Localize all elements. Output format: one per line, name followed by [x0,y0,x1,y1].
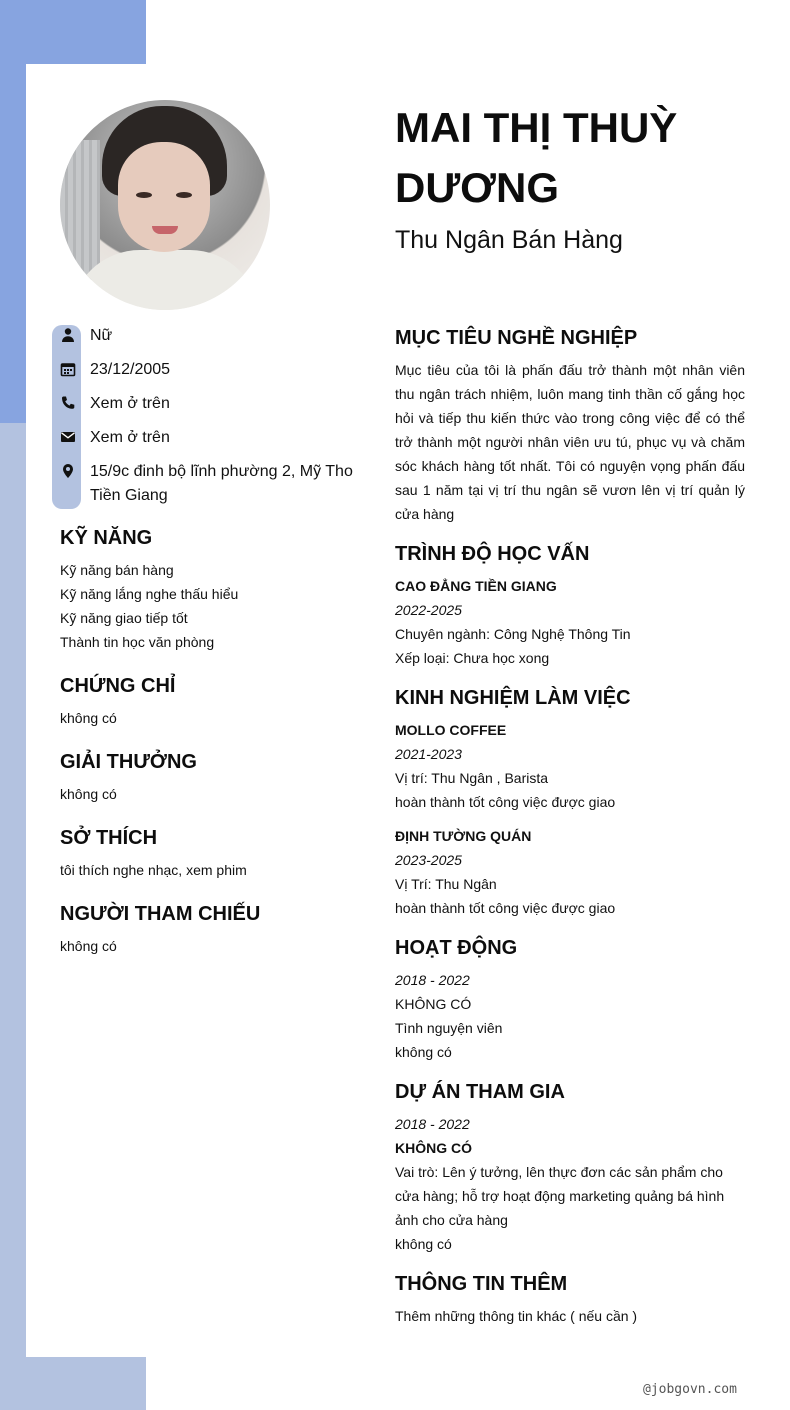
project-name: KHÔNG CÓ [395,1140,472,1156]
email-value: Xem ở trên [90,429,170,446]
contact-birthday [60,358,370,382]
education-period: 2022-2025 [395,602,462,618]
skill-item: Kỹ năng giao tiếp tốt [60,610,188,626]
projects-heading: DỰ ÁN THAM GIA [395,1081,565,1103]
job-period: 2023-2025 [395,852,462,868]
skill-item: Kỹ năng bán hàng [60,562,174,578]
education-major: Chuyên ngành: Công Nghệ Thông Tin [395,626,631,642]
contact-info [60,324,370,518]
skills-list [60,558,360,654]
certificates-heading: CHỨNG CHỈ [60,675,176,697]
activity-description: không có [395,1044,452,1060]
contact-address [60,460,370,508]
experience-section [395,684,745,920]
profile-photo [60,100,270,310]
project-period: 2018 - 2022 [395,1116,470,1132]
extra-info-section [395,1270,745,1328]
references-section [60,900,360,958]
job-entry [395,824,745,920]
activities-heading: HOẠT ĐỘNG [395,937,518,959]
skills-section [60,524,360,654]
gender-value: Nữ [90,327,113,344]
contact-gender [60,324,370,348]
calendar-icon [60,361,76,377]
job-title: Thu Ngân Bán Hàng [395,226,623,254]
job-role: Vị trí: Thu Ngân , Barista [395,770,549,786]
objective-section [395,324,745,526]
left-column [60,524,360,976]
address-value: 15/9c đinh bộ lĩnh phường 2, Mỹ Tho Tiền Giang [90,463,353,504]
education-grade: Xếp loại: Chưa học xong [395,650,550,666]
awards-section [60,748,360,806]
extra-info-text: Thêm những thông tin khác ( nếu cần ) [395,1308,638,1324]
job-description: hoàn thành tốt công việc được giao [395,794,616,810]
hobbies-heading: SỞ THÍCH [60,827,158,849]
objective-heading: MỤC TIÊU NGHỀ NGHIỆP [395,327,638,349]
skill-item: Thành tin học văn phòng [60,634,215,650]
activity-period: 2018 - 2022 [395,972,470,988]
school-name: CAO ĐẲNG TIỀN GIANG [395,578,557,594]
person-icon [60,327,76,343]
activity-role: Tình nguyện viên [395,1020,503,1036]
activity-organization: KHÔNG CÓ [395,996,472,1012]
projects-section [395,1078,745,1256]
company-name: ĐỊNH TƯỜNG QUÁN [395,828,532,844]
hobbies-section [60,824,360,882]
objective-text: Mục tiêu của tôi là phấn đấu trở thành một nhân viên thu ngân trách nhiệm, luôn mang tinh thần cố gắng học hỏi và tiếp thu kiến thức vào trong công việc để có thể trở thành một người nhân viên ưu tú, phục vụ và chăm sóc khách hàng tốt nhất. Tôi có nguyện vọng phấn đấu sau 1 năm tại vị trí thu ngân sẽ vươn lên vị trí quản lý cửa hàng [395,362,745,522]
references-heading: NGƯỜI THAM CHIẾU [60,903,261,925]
job-role: Vị Trí: Thu Ngân [395,876,497,892]
job-entry [395,718,745,814]
skill-item: Kỹ năng lắng nghe thấu hiểu [60,586,239,602]
contact-phone [60,392,370,416]
phone-value: Xem ở trên [90,395,170,412]
references-text: không có [60,938,117,954]
experience-heading: KINH NGHIỆM LÀM VIỆC [395,687,631,709]
job-description: hoàn thành tốt công việc được giao [395,900,616,916]
site-watermark: @jobgovn.com [643,1382,737,1397]
phone-icon [60,395,76,411]
extra-info-heading: THÔNG TIN THÊM [395,1273,568,1295]
contact-email [60,426,370,450]
location-icon [60,463,76,479]
awards-text: không có [60,786,117,802]
right-column [395,324,745,1342]
project-role: Vai trò: Lên ý tưởng, lên thực đơn các sản phẩm cho cửa hàng; hỗ trợ hoạt động marketing quảng bá hình ảnh cho cửa hàng [395,1164,725,1228]
company-name: MOLLO COFFEE [395,722,507,738]
education-heading: TRÌNH ĐỘ HỌC VẤN [395,543,590,565]
email-icon [60,429,76,445]
candidate-name: MAI THỊ THUỲ DƯƠNG [395,104,678,211]
hobbies-text: tôi thích nghe nhạc, xem phim [60,862,247,878]
education-section [395,540,745,670]
certificates-section [60,672,360,730]
awards-heading: GIẢI THƯỞNG [60,751,197,773]
certificates-text: không có [60,710,117,726]
job-period: 2021-2023 [395,746,462,762]
activities-section [395,934,745,1064]
skills-heading: KỸ NĂNG [60,527,153,549]
project-description: không có [395,1236,452,1252]
birthday-value: 23/12/2005 [90,361,171,378]
